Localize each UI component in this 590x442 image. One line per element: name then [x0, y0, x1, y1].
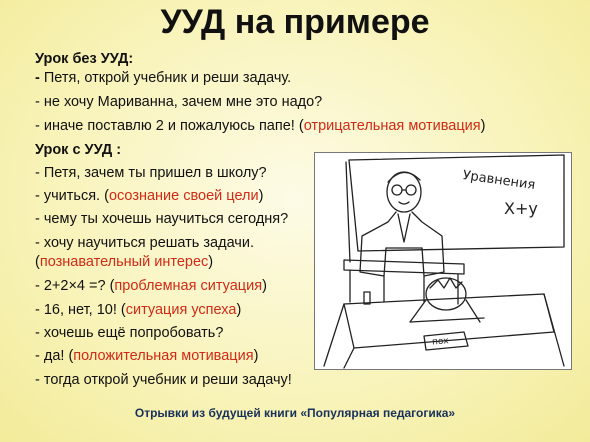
section-heading-with-uud: Урок с УУД :: [35, 142, 122, 158]
dialogue-line: [35, 210, 288, 228]
dialogue-line: [35, 117, 485, 135]
line-tail: ): [262, 278, 267, 294]
dialogue-line: [35, 69, 291, 87]
line-tail: ): [236, 302, 242, 318]
line-text: - иначе поставлю 2 и пожалуюсь папе! (: [35, 118, 304, 134]
dialogue-line: [35, 93, 322, 111]
annotation-note: положительная мотивация: [73, 348, 254, 364]
classroom-sketch-image: [314, 152, 572, 370]
desk-word-label: пох: [431, 336, 450, 348]
board-word-label: Уравнения: [461, 168, 537, 194]
section-heading-without-uud: Урок без УУД:: [35, 51, 134, 67]
line-text: - не хочу Мариванна, зачем мне это надо?: [35, 94, 323, 110]
dialogue-line: [35, 301, 241, 319]
line-text: - хочешь ещё попробовать?: [35, 325, 224, 341]
annotation-note: ситуация успеха: [125, 302, 237, 318]
line-tail: ): [253, 348, 259, 364]
line-text: - 2+2×4 =? (: [35, 278, 115, 294]
dash-prefix: -: [35, 70, 44, 86]
line-text: - 16, нет, 10! (: [35, 302, 126, 318]
dialogue-line: [35, 347, 258, 365]
page-title: УУД на примере: [160, 3, 430, 41]
line-text: - тогда открой учебник и реши задачу!: [35, 372, 292, 388]
line-text: - хочу научиться решать задачи.: [35, 235, 254, 251]
line-text: Петя, открой учебник и реши задачу.: [43, 70, 292, 86]
line-text: (: [35, 254, 40, 270]
dialogue-line: [35, 164, 267, 182]
dialogue-line: [35, 277, 267, 295]
dialogue-line: [35, 234, 254, 252]
line-text: - чему ты хочешь научиться сегодня?: [35, 211, 289, 227]
board-formula-label: X+y: [504, 199, 538, 218]
dialogue-line: [35, 324, 223, 342]
dialogue-line: [35, 253, 213, 271]
dialogue-line: [35, 187, 263, 205]
line-text: - да! (: [35, 348, 74, 364]
annotation-note: познавательный интерес: [39, 254, 209, 270]
line-text: - учиться. (: [35, 188, 109, 204]
book-footer-caption: Отрывки из будущей книги «Популярная педагогика»: [134, 406, 456, 420]
line-tail: ): [480, 118, 486, 134]
annotation-note: осознание своей цели: [108, 188, 259, 204]
line-tail: ): [258, 188, 264, 204]
dialogue-line: [35, 371, 292, 389]
line-text: - Петя, зачем ты пришел в школу?: [35, 165, 267, 181]
line-tail: ): [208, 254, 214, 270]
annotation-note: отрицательная мотивация: [303, 118, 481, 134]
annotation-note: проблемная ситуация: [114, 278, 263, 294]
